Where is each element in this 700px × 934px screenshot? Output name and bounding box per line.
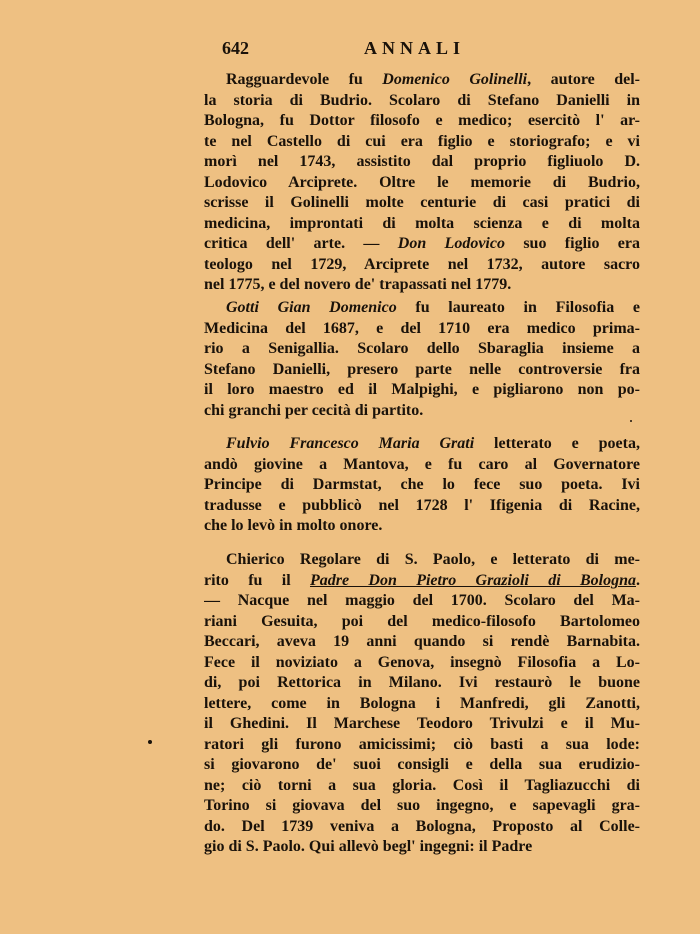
text-line xyxy=(204,255,640,276)
text-run: morì nel 1743, assistito dal proprio figliuolo D. xyxy=(204,153,640,170)
text-line xyxy=(204,319,640,340)
text-line xyxy=(204,776,640,797)
text-run: Chierico Regolare di S. Paolo, e letterato di me- xyxy=(226,551,640,568)
text-run: si giovarono de' suoi consigli e della sua erudizio- xyxy=(204,756,640,773)
text-line xyxy=(204,673,640,694)
text-run: lettere, come in Bologna i Manfredi, gli Zanotti, xyxy=(204,694,640,712)
text-line xyxy=(204,571,640,592)
text-line xyxy=(204,434,640,455)
text-run: Medicina del 1687, e del 1710 era medico prima- xyxy=(204,319,640,337)
text-run: di, poi Rettorica in Milano. Ivi restaurò le buone xyxy=(204,674,640,691)
text-run: Beccari, aveva 19 anni quando si rendè Barnabita. xyxy=(204,633,640,650)
text-line xyxy=(204,214,640,235)
text-line xyxy=(204,694,640,715)
text-line xyxy=(204,755,640,776)
text-run: Fece il noviziato a Genova, insegnò Filosofia a Lo- xyxy=(204,653,640,671)
text-line xyxy=(204,91,640,112)
text-run: critica dell' arte. — xyxy=(204,235,398,252)
paragraph-gotti xyxy=(204,298,640,421)
text-line xyxy=(204,173,640,194)
text-run: ne; ciò torni a sua gloria. Così il Tagliazucchi di xyxy=(204,776,640,794)
text-run: Principe di Darmstat, che lo fece suo poeta. Ivi xyxy=(204,476,640,493)
text-run: Lodovico Arciprete. Oltre le memorie di Budrio, xyxy=(204,173,640,191)
text-run: te nel Castello di cui era figlio e storiografo; e vi xyxy=(204,132,640,150)
text-run: il loro maestro ed il Malpighi, e pigliarono non po- xyxy=(204,381,640,398)
text-line xyxy=(204,111,640,132)
text-line xyxy=(204,360,640,381)
text-run: suo figlio era xyxy=(504,235,640,252)
text-line xyxy=(204,152,640,173)
text-run: fu laureato in Filosofia e xyxy=(396,299,640,316)
text-run: scrisse il Golinelli molte centurie di casi pratici di xyxy=(204,194,640,211)
italic-name: Domenico Golinelli xyxy=(382,71,528,88)
text-run: Torino si giovava del suo ingegno, e sapevagli gra- xyxy=(204,797,640,814)
ink-speck xyxy=(148,740,152,744)
text-run: chi granchi per cecità di partito. xyxy=(204,401,424,419)
text-line xyxy=(204,735,640,756)
text-run: — Nacque nel maggio del 1700. Scolaro del Ma- xyxy=(204,592,640,609)
text-line xyxy=(204,496,640,517)
text-line xyxy=(204,837,640,858)
page-header xyxy=(204,38,644,64)
text-line xyxy=(204,132,640,153)
text-line xyxy=(204,796,640,817)
text-run: Stefano Danielli, presero parte nelle controversie fra xyxy=(204,360,640,378)
text-line xyxy=(204,591,640,612)
text-run: nel 1775, e del novero de' trapassati nel 1779. xyxy=(204,276,512,293)
page-number: 642 xyxy=(222,38,249,58)
text-run: rito fu il xyxy=(204,571,310,589)
text-line xyxy=(204,817,640,838)
italic-name: Fulvio Francesco Maria Grati xyxy=(226,435,475,452)
text-run: Ragguardevole fu xyxy=(226,71,383,88)
text-run: medicina, improntati di molta scienza e di molta xyxy=(204,214,640,232)
running-head: ANNALI xyxy=(364,38,466,58)
text-run: letterato e poeta, xyxy=(474,435,640,452)
text-line xyxy=(204,516,640,537)
italic-name: Don Lodovico xyxy=(397,235,505,252)
text-line xyxy=(204,455,640,476)
text-line xyxy=(204,298,640,319)
text-line xyxy=(204,632,640,653)
text-run: il Ghedini. Il Marchese Teodoro Trivulzi e il Mu- xyxy=(204,715,640,732)
text-line xyxy=(204,339,640,360)
paragraph-grati xyxy=(204,434,640,537)
text-line xyxy=(204,234,640,255)
italic-name: Gotti Gian Domenico xyxy=(226,299,397,316)
text-run: , autore del- xyxy=(527,71,640,88)
text-line xyxy=(204,653,640,674)
text-run: rio a Senigallia. Scolaro dello Sbaraglia insieme a xyxy=(204,340,640,357)
text-line xyxy=(204,70,640,91)
text-run: Bologna, fu Dottor filosofo e medico; esercitò l' ar- xyxy=(204,112,640,129)
text-line xyxy=(204,193,640,214)
paragraph-grazioli xyxy=(204,550,640,858)
text-line xyxy=(204,401,640,422)
text-run: ratori gli furono amicissimi; ciò basti a sua lode: xyxy=(204,735,640,753)
text-run: riani Gesuita, poi del medico-filosofo Bartolomeo xyxy=(204,612,640,630)
text-run: teologo nel 1729, Arciprete nel 1732, autore sacro xyxy=(204,255,640,273)
text-line xyxy=(204,714,640,735)
text-run: la storia di Budrio. Scolaro di Stefano Danielli in xyxy=(204,91,640,109)
text-run: andò giovine a Mantova, e fu caro al Governatore xyxy=(204,455,640,473)
text-run: . xyxy=(636,571,640,589)
text-line xyxy=(204,612,640,633)
paragraph-golinelli xyxy=(204,70,640,296)
text-line xyxy=(204,550,640,571)
italic-name: Padre Don Pietro Grazioli di Bologna xyxy=(309,571,636,589)
text-line xyxy=(204,380,640,401)
text-line xyxy=(204,475,640,496)
text-run: gio di S. Paolo. Qui allevò begl' ingegni: il Padre xyxy=(204,838,533,855)
ink-speck xyxy=(630,420,632,422)
text-run: che lo levò in molto onore. xyxy=(204,517,383,534)
text-run: tradusse e pubblicò nel 1728 l' Ifigenia di Racine, xyxy=(204,496,640,514)
text-run: do. Del 1739 veniva a Bologna, Proposto al Colle- xyxy=(204,817,640,835)
text-line xyxy=(204,275,640,296)
